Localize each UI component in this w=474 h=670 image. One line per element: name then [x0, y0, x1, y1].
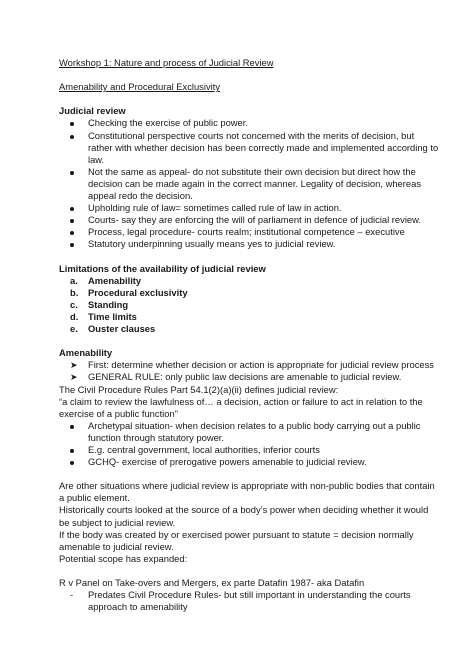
- section-title-amenability: Amenability: [59, 347, 113, 359]
- list-item: Process, legal procedure- courts realm; institutional competence – executive: [59, 226, 439, 238]
- judicial-review-bullet-list: [59, 117, 439, 250]
- cpr-definition-line: The Civil Procedure Rules Part 54.1(2)(a)(ii) defines judicial review:: [59, 383, 339, 395]
- bullet-icon: [70, 171, 74, 175]
- list-item: c. Standing: [70, 298, 129, 310]
- paragraph: Are other situations where judicial review is appropriate with non-public bodies that contain a public element.: [59, 480, 435, 504]
- list-item: e. Ouster clauses: [70, 323, 156, 335]
- bullet-icon: [70, 449, 74, 453]
- paragraph: Potential scope has expanded:: [59, 552, 188, 564]
- paragraph: If the body was created by or exercised power pursuant to statute = decision normally amenable to judicial review.: [59, 528, 414, 552]
- bullet-icon: [70, 219, 74, 223]
- list-item: ➤ GENERAL RULE: only public law decisions are amenable to judicial review.: [70, 371, 402, 383]
- limitations-ordered-list: [59, 275, 439, 335]
- amenability-bullet-list: [59, 420, 439, 468]
- list-item: Constitutional perspective courts not concerned with the merits of decision, but rather with whether decision has been correctly made and implemented according to law.: [59, 130, 439, 166]
- dash-marker: -: [70, 589, 74, 601]
- bullet-icon: [70, 425, 74, 429]
- bullet-icon: [70, 122, 74, 126]
- cpr-quote: “a claim to review the lawfulness of… a decision, action or failure to act in relation to the exercise of a public function”: [59, 395, 423, 419]
- bullet-icon: [70, 461, 74, 465]
- list-item: Checking the exercise of public power.: [59, 117, 439, 129]
- arrowhead-icon: ➤: [70, 372, 78, 383]
- bullet-icon: [70, 231, 74, 235]
- list-item: Upholding rule of law= sometimes called rule of law in action.: [59, 202, 439, 214]
- bullet-icon: [70, 243, 74, 247]
- list-item: ➤ First: determine whether decision or action is appropriate for judicial review process: [70, 359, 434, 371]
- list-item: a. Amenability: [70, 274, 142, 286]
- amenability-arrow-list: [59, 359, 439, 383]
- bullet-icon: [70, 135, 74, 139]
- list-item: GCHQ- exercise of prerogative powers amenable to judicial review.: [59, 456, 439, 468]
- paragraph: Historically courts looked at the source of a body’s power when deciding whether it would be subject to judicial review.: [59, 504, 429, 528]
- case-title: R v Panel on Take-overs and Mergers, ex parte Datafin 1987- aka Datafin: [59, 577, 365, 589]
- document-subheading: Amenability and Procedural Exclusivity: [59, 81, 221, 93]
- document-heading: Workshop 1: Nature and process of Judicial Review: [59, 57, 274, 68]
- section-title-judicial-review: Judicial review: [59, 105, 126, 117]
- bullet-icon: [70, 207, 74, 211]
- list-item: Not the same as appeal- do not substitute their own decision but direct how the decision can be made again in the correct manner. Legality of decision, whereas appeal redo the decision.: [59, 166, 439, 202]
- section-title-limitations: Limitations of the availability of judicial review: [59, 262, 266, 274]
- list-item: E.g. central government, local authorities, inferior courts: [59, 444, 439, 456]
- list-item: Courts- say they are enforcing the will of parliament in defence of judicial review.: [59, 214, 439, 226]
- list-item: b. Procedural exclusivity: [70, 286, 188, 298]
- case-dash-list: [59, 589, 439, 613]
- list-item: Statutory underpinning usually means yes to judicial review.: [59, 238, 439, 250]
- list-item: - Predates Civil Procedure Rules- but still important in understanding the courts approach to amenability: [70, 589, 411, 613]
- arrowhead-icon: ➤: [70, 360, 78, 371]
- list-item: d. Time limits: [70, 310, 137, 322]
- document-content: [59, 57, 439, 613]
- list-item: Archetypal situation- when decision relates to a public body carrying out a public function through statutory power.: [59, 420, 439, 444]
